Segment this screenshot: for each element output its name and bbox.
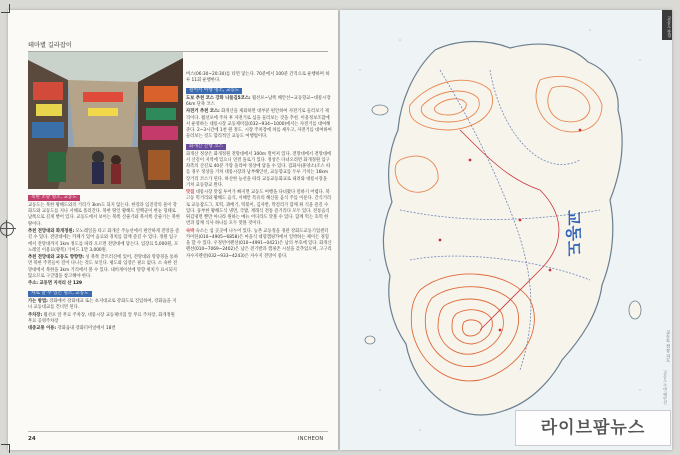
left-column-2 <box>186 72 332 261</box>
paragraph <box>186 190 332 227</box>
registration-mark <box>0 222 14 236</box>
paragraph <box>28 255 180 280</box>
label: 추천 전망대와 화개정원: <box>28 229 75 235</box>
paragraph: 교동도는 북한 황해도와의 거리가 3km도 되지 않는다. 한강과 임진강의 물이 강화도와 교동도를 지나 서해로 흘러간다. 북한 땅인 황해도 연백군이 한눈 형태로 남쪽으로 길게 뻗어 있다. 교동도에서 보이는 북쪽 산줄기와 북서쪽 산줄기는 북한 땅이다. <box>28 203 180 227</box>
side-caption: 교동도 천장 지도 <box>666 330 671 362</box>
paragraph <box>186 109 332 140</box>
left-page <box>8 10 338 450</box>
paragraph: 화개산 정상은 화개정원 전망대에서 300m 떨어져 있다. 전망대에서 전망대에서 산길이 지역에 있으니 연결 돌로가 있다. 정상은 다녀오려면 화개정원 입구 좌측의 산길로 40분 가량 올라야 정상에 닿을 수 있다. 검화사(휴양소)조스 따를 경우 정상을 거쳐 대룡시장과 남부해안선, 교동향교를 두루 거치는 16km 장거리 코스가 된다. 하산한 능선을 따라 교동교동화교로 내려와 대룡시장을 거쳐 교동향교 완다. <box>186 151 332 188</box>
tag-by-car: 차로 갈 수 있는 명소, 교동도 <box>28 291 92 297</box>
page-number: 24 <box>28 436 36 442</box>
text: 화개산을 제외하면 대부분 편안하여 자전거로 둘러보기 제격이다. 월선포에 주차 후 자전거로 섬을 둘러보는 것을 추천. 이용정보조합에서 운영하는 대룡시장 교동제비집(032~934~1000)에서는 자전거를 대여해 준다. 2~3시간에 1천 원 정도. 시장 주차장에 차를 세우고, 자전거를 대여하여 둘러보는 것도 합리적인 교동도 여행법이다. <box>186 109 332 140</box>
label: 가는 방법: <box>28 298 48 304</box>
paragraph <box>28 229 180 254</box>
tag-hiking: 화개산 산행 코스 <box>186 144 226 150</box>
text: 강화읍내 강화터미널에서 18번 <box>57 326 116 332</box>
footer-rule <box>28 431 328 432</box>
paragraph <box>186 229 332 260</box>
text: 모노레일을 타고 화개산 주능선에서 편안하게 전망을 즐길 수 있다. 전망대에는 카페가 있어 음료와 경치를 함께 즐길 수 있다. 정원 입구에서 전망대까지 1km 정도를 따라 오르면 전망대에 닿는다. 입장료 5,000원, 모노레일 이용료(왕복) 가이드 1만 3,000원. <box>28 229 180 253</box>
crop-mark-bottom <box>1 444 10 453</box>
text: 성 북쪽 끝트러진에 있어, 전망대와 망향경을 통하면 북한 주민들이 걸어 다니는 것도 보인다. 평도와 입장은 필요 없다. 소 속한 전망대에서 북한을 3km 거리에서 볼 수 있다. 내비게이션에 망향 위치가 표시되지 않으므로 구글맵을 참고해야 한다. <box>28 255 178 279</box>
paragraph <box>28 313 180 325</box>
footer-brand: INCHEON <box>298 436 324 442</box>
paragraph: 버스(06:30~20:30)를 타면 닿는다. 70분에서 100분 간격으로 운행하며 하루 11회 운행한다. <box>186 72 330 84</box>
text: 강화에서 강화대교 또는 초지대교로 강화도로 진입하여, 강화읍을 지나 교동대교를 건너면 된다. <box>28 298 177 311</box>
label: 자전거 추천 코스: <box>186 109 220 115</box>
address: 주소: 교동면 지석리 산 129 <box>28 281 83 287</box>
text: 월선포 앞 무료 주차장, 대룡시장 교동제비집 앞 무료 주차장, 화개정원 무료 공영주차장 <box>28 312 175 324</box>
right-page <box>340 10 672 450</box>
text: 월선포~남쪽 해안선~교동향교~대룡시장 6km 단축 코스 <box>186 95 331 107</box>
label: 주차장: <box>28 312 43 318</box>
label: 도보 추천 코스 강화 나들길5코스: <box>186 95 251 101</box>
vertical-caption: 교동도 주변 해안선 <box>663 370 668 405</box>
island-label: 교동도 <box>564 210 583 257</box>
label: 대중교통 이용: <box>28 326 57 332</box>
label: 맛집 <box>186 190 195 196</box>
tag-north-view: 북한 조망 명소, 교동도 <box>28 195 80 201</box>
crop-mark-top <box>1 4 10 13</box>
left-column-1 <box>28 193 180 334</box>
label: 숙박 <box>186 228 195 234</box>
market-photo <box>28 52 183 189</box>
text: 숙소는 섬 곳곳에 나누어 있다. 농촌 교동정을 경관 강화도교동기업센터 카이틴(010~4905~6858)은 마을식 대형캠핑카에서 일박하는 체이든 경험을 할 수 있다. 우정빈이펜션(010~4991~0421)은 남의 부호에 있다. 화개산펜션(010~7069~2402)은 남은 전기발과 캠핑존 시설을 갖추었으며, 고구리자수지펜션(032~933~4243)은 자수지 전망이 좋다. <box>186 228 332 259</box>
market-photo-graphic <box>28 52 183 189</box>
tag-walking: 걸어서 여행 명소, 교동도 <box>186 88 242 94</box>
island-map <box>340 10 672 450</box>
text: 대룡시장 맛집 투어가 빠지면 교동도 여행을 다녀왔다 말하기 어렵다. 북고동 먹거리와 황해도 음식, 서해안 특유의 해산물 음식 주를 이룬다. 간식거리로 교동찹도그, 호떡, 꽈배기, 떡볶이, 김자반, 막걸리가 함께 튀 식을 즐길 수 있다. 풍부한 황해도식 냉면, 국밥, 재래식 전통 즐거리다 모두 있다. 전통음식 튀김냉면 뿐만 아니라 원하는 메뉴 어디라도 맛볼 수 있다. 함께 먹는 호떡 한 번과 함께 식사 하나를 모두 맛볼 것이다. <box>186 190 332 227</box>
paragraph <box>186 96 332 108</box>
paragraph <box>28 326 180 332</box>
paragraph <box>28 299 180 311</box>
label: 추천 전망대와 교동도 향향향: <box>28 255 85 261</box>
section-side-tab: 교동도 풍경 <box>662 10 672 40</box>
watermark-logo: 라이브팜뉴스 <box>515 410 671 446</box>
section-title: 테마별 길라잡이 <box>28 40 328 52</box>
